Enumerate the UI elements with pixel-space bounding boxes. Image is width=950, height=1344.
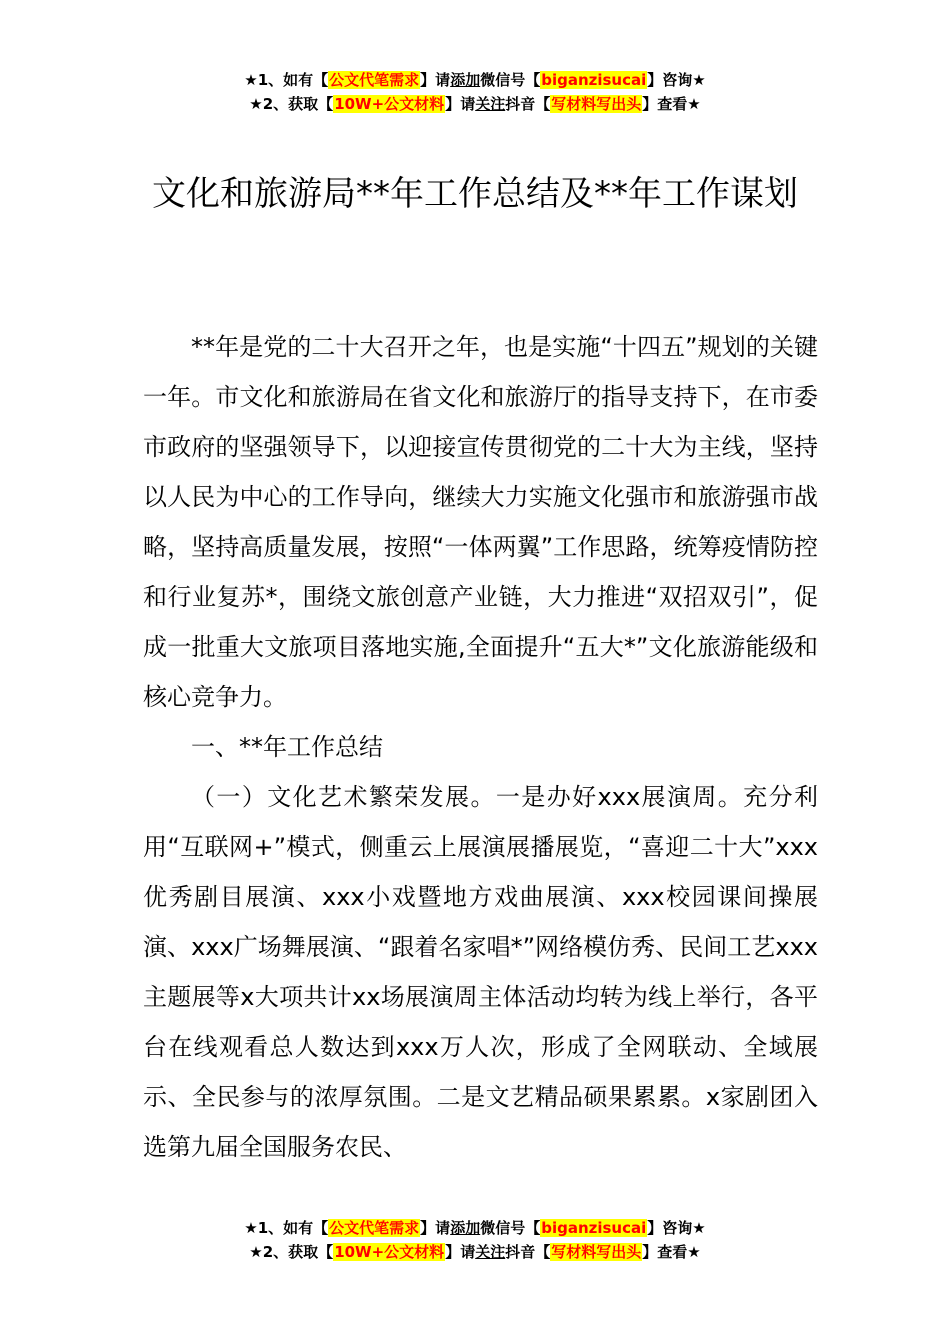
promo-highlight: 公文代笔需求 [329,71,420,89]
promo-line-1 [0,1216,950,1240]
promo-underline: 添加 [450,71,481,89]
promo-text: 微信号【 [480,71,541,89]
promo-line-2 [0,1240,950,1264]
promo-highlight: biganzisucai [541,71,647,89]
promo-text: ★1、如有【 [244,71,329,89]
promo-banner-bottom [0,1216,950,1264]
promo-text: 】咨询★ [647,71,706,89]
promo-line-1 [0,68,950,92]
promo-text: 】咨询★ [647,1219,706,1237]
promo-text: 】请 [445,1243,476,1261]
promo-text: 】查看★ [642,1243,701,1261]
body-paragraph: （一）文化艺术繁荣发展。一是办好xxx展演周。充分利用“互联网+”模式，侧重云上展演展播展览，“喜迎二十大”xxx优秀剧目展演、xxx小戏暨地方戏曲展演、xxx校园课间操展演、xxx广场舞展演、“跟着名家唱*”网络模仿秀、民间工艺xxx主题展等x大项共计xx场展演周主体活动均转为线上举行，各平台在线观看总人数达到xxx万人次，形成了全网联动、全域展示、全民参与的浓厚氛围。二是文艺精品硕果累累。x家剧团入选第九届全国服务农民、 [143,783,818,1161]
promo-text: 】请 [445,95,476,113]
promo-underline: 添加 [450,1219,481,1237]
promo-text: 】查看★ [642,95,701,113]
document-body [143,322,818,1172]
promo-line-2 [0,92,950,116]
promo-highlight: 10W+公文材料 [334,1243,445,1261]
promo-text: ★1、如有【 [244,1219,329,1237]
promo-highlight: biganzisucai [541,1219,647,1237]
promo-highlight: 写材料写出头 [551,95,642,113]
promo-text: 】请 [420,1219,451,1237]
promo-text: 微信号【 [480,1219,541,1237]
promo-text: ★2、获取【 [249,1243,334,1261]
promo-highlight: 10W+公文材料 [334,95,445,113]
section-heading: 一、**年工作总结 [191,733,383,761]
promo-highlight: 写材料写出头 [551,1243,642,1261]
document-title: 文化和旅游局**年工作总结及**年工作谋划 [152,174,798,214]
promo-highlight: 公文代笔需求 [329,1219,420,1237]
promo-banner-top [0,68,950,116]
promo-text: 抖音【 [505,95,551,113]
promo-underline: 关注 [475,1243,506,1261]
promo-text: ★2、获取【 [249,95,334,113]
promo-underline: 关注 [475,95,506,113]
intro-paragraph: **年是党的二十大召开之年，也是实施“十四五”规划的关键一年。市文化和旅游局在省文化和旅游厅的指导支持下，在市委市政府的坚强领导下，以迎接宣传贯彻党的二十大为主线，坚持以人民为中心的工作导向，继续大力实施文化强市和旅游强市战略，坚持高质量发展，按照“一体两翼”工作思路，统筹疫情防控和行业复苏*，围绕文旅创意产业链，大力推进“双招双引”，促成一批重大文旅项目落地实施,全面提升“五大*”文化旅游能级和核心竞争力。 [143,333,818,711]
promo-text: 】请 [420,71,451,89]
promo-text: 抖音【 [505,1243,551,1261]
